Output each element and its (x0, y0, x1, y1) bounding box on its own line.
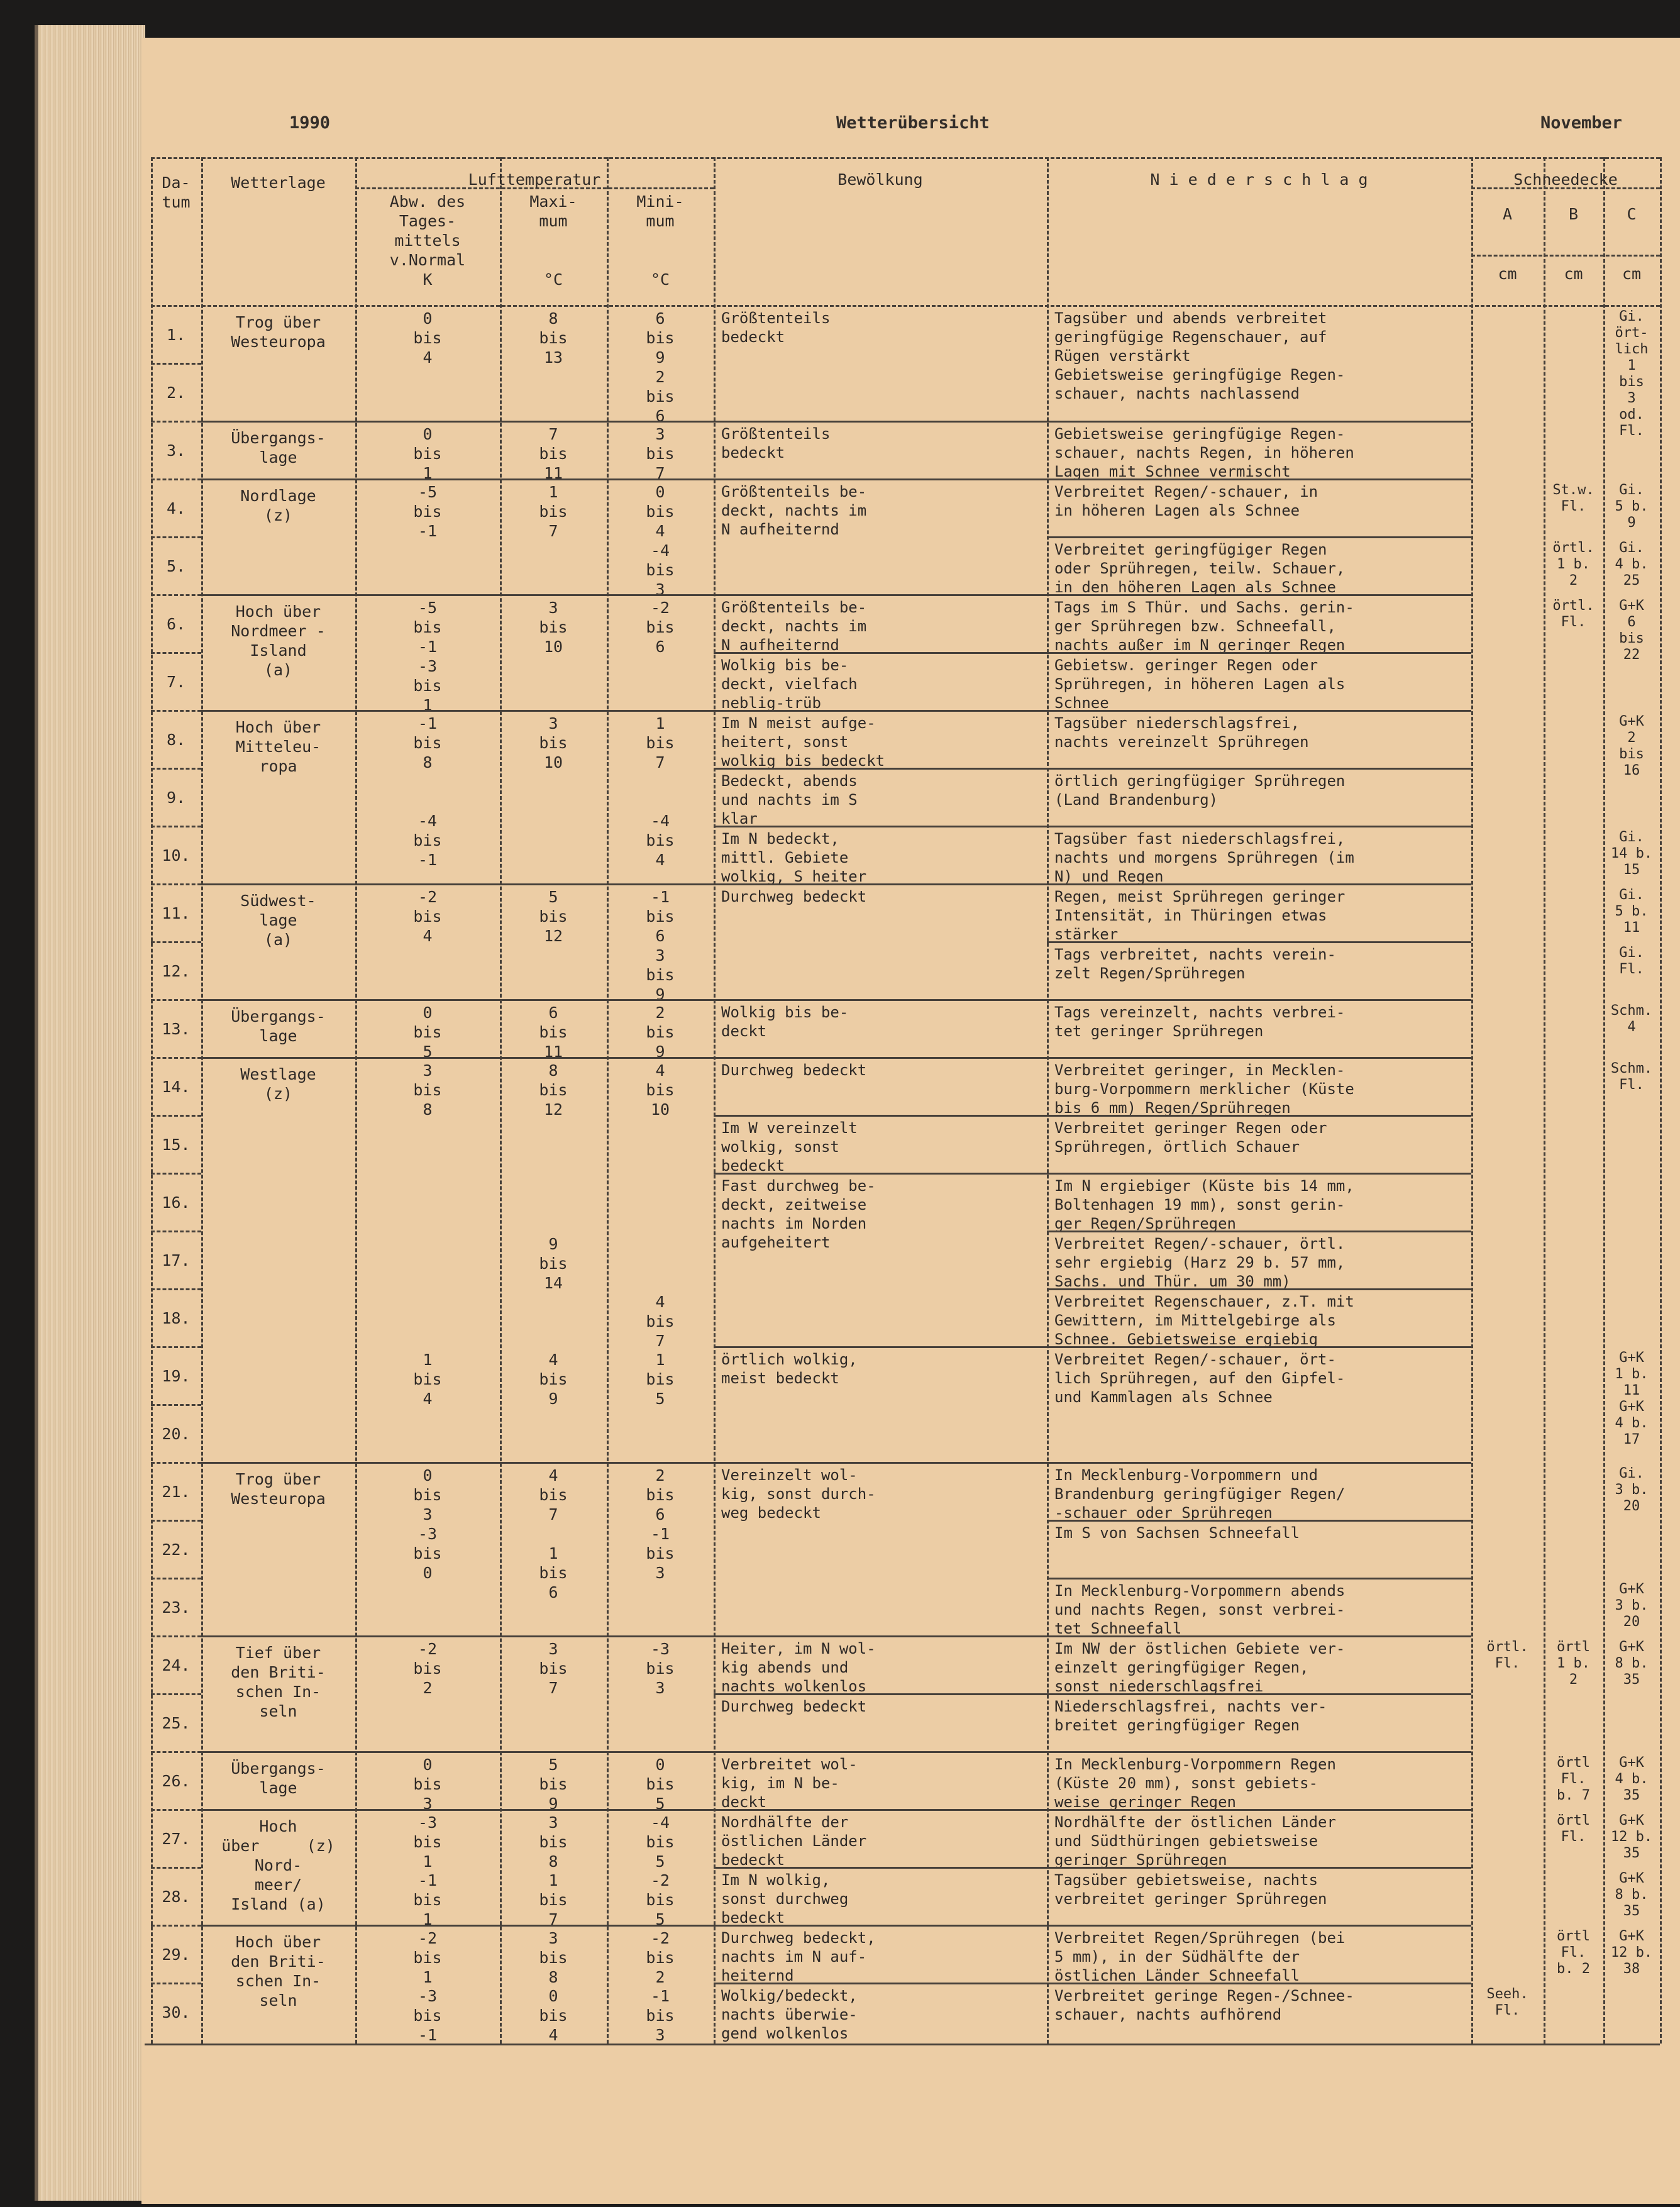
row-rule (151, 1057, 201, 1059)
row-minimum: -1 bis 6 3 bis 9 (646, 888, 675, 1004)
row-minimum: -2 bis 5 (646, 1871, 675, 1928)
row-rule (714, 1115, 1047, 1117)
row-date: 16. (162, 1193, 191, 1212)
header-snow-b-unit: cm (1564, 265, 1583, 283)
row-maximum: 0 bis 4 (539, 1987, 568, 2044)
row-snow-a: örtl. Fl. (1486, 1639, 1528, 1671)
row-minimum: 4 bis 7 (646, 1293, 675, 1350)
row-niederschlag: Tagsüber fast niederschlagsfrei, nachts und morgens Sprühregen (im N) und Regen (1054, 830, 1354, 885)
group-rule (201, 710, 714, 712)
row-maximum: 4 bis 9 (539, 1351, 568, 1408)
row-rule (151, 1404, 201, 1406)
row-abweichung: -2 bis 1 (413, 1929, 442, 1986)
header-snow-c-unit: cm (1622, 265, 1642, 283)
row-bewoelkung: Heiter, im N wol- kig abends und nachts wolkenlos (721, 1640, 876, 1695)
row-bewoelkung: Wolkig/bedeckt, nachts überwie- gend wolkenlos (721, 1987, 858, 2042)
row-rule (151, 1925, 201, 1927)
row-rule (151, 1462, 201, 1464)
row-niederschlag: Verbreitet geringer, in Mecklen- burg-Vorpommern merklicher (Küste bis 6 mm) Regen/Sprühregen (1054, 1061, 1354, 1117)
header-snow-a: A (1502, 205, 1513, 223)
row-snow-a: Seeh. Fl. (1486, 1986, 1528, 2018)
header-abweichung: Abw. des Tages- mittels v.Normal K (389, 192, 466, 289)
row-bewoelkung: Im N wolkig, sonst durchweg bedeckt (721, 1871, 849, 1927)
row-rule (714, 652, 1047, 654)
row-date: 10. (162, 846, 191, 865)
row-snow-c: G+K 1 b. 11 G+K 4 b. 17 (1615, 1350, 1649, 1447)
row-rule (1047, 1288, 1471, 1290)
row-rule (1047, 710, 1471, 712)
column-rule (151, 157, 153, 2044)
group-rule (201, 1635, 714, 1637)
row-maximum: 5 bis 12 (539, 888, 568, 945)
row-abweichung: -3 bis -1 (413, 1987, 442, 2044)
row-rule (1047, 941, 1471, 943)
group-rule (201, 421, 714, 423)
row-rule (714, 999, 1047, 1001)
row-rule (1047, 652, 1471, 654)
row-rule (151, 421, 201, 423)
row-rule (1047, 1578, 1471, 1579)
row-date: 25. (162, 1714, 191, 1732)
row-date: 26. (162, 1772, 191, 1790)
row-rule (1047, 421, 1471, 423)
group-rule (201, 478, 714, 480)
row-wetterlage: Nordlage (z) (240, 487, 316, 524)
row-niederschlag: Verbreitet geringer Regen oder Sprühregen, örtlich Schauer (1054, 1119, 1327, 1156)
row-abweichung: 0 bis 5 (413, 1004, 442, 1061)
row-minimum: -3 bis 3 (646, 1640, 675, 1697)
row-rule (1047, 1462, 1471, 1464)
row-niederschlag: Gebietsweise geringfügige Regen- schauer, nachts Regen, in höheren Lagen mit Schnee vermischt (1054, 425, 1354, 480)
row-date: 21. (162, 1483, 191, 1501)
row-bewoelkung: Durchweg bedeckt (721, 1698, 867, 1715)
row-abweichung: 1 bis 4 (413, 1351, 442, 1408)
column-rule (1471, 157, 1473, 2044)
row-wetterlage: Tief über den Briti- schen In- seln (231, 1644, 326, 1720)
row-bewoelkung: Im N bedeckt, mittl. Gebiete wolkig, S heiter (721, 830, 867, 885)
row-snow-c: G+K 8 b. 35 (1615, 1639, 1649, 1688)
row-date: 11. (162, 904, 191, 922)
row-niederschlag: Niederschlagsfrei, nachts ver- breitet geringfügiger Regen (1054, 1698, 1327, 1734)
row-rule (714, 1693, 1047, 1695)
row-snow-c: G+K 6 bis 22 (1619, 598, 1644, 663)
row-snow-c: G+K 12 b. 38 (1610, 1928, 1653, 1977)
row-rule (1047, 478, 1471, 480)
row-date: 8. (166, 731, 186, 749)
row-rule (151, 883, 201, 885)
row-rule (1047, 594, 1471, 596)
row-maximum: 3 bis 8 (539, 1813, 568, 1871)
row-niederschlag: Verbreitet Regen/-schauer, ört- lich Sprühregen, auf den Gipfel- und Kammlagen als Schnee (1054, 1351, 1346, 1406)
header-maximum: Maxi- mum °C (529, 192, 577, 289)
row-snow-b: örtl. Fl. (1552, 598, 1594, 630)
group-rule (201, 1925, 714, 1927)
row-abweichung: 3 bis 8 (413, 1061, 442, 1119)
row-niederschlag: Tags im S Thür. und Sachs. gerin- ger Sprühregen bzw. Schneefall, nachts außer im N geringer Regen (1054, 599, 1354, 654)
row-rule (1047, 1693, 1471, 1695)
row-date: 13. (162, 1020, 191, 1038)
page-year: 1990 (289, 113, 331, 133)
row-rule (151, 478, 201, 480)
row-date: 2. (166, 384, 186, 402)
row-bewoelkung: örtlich wolkig, meist bedeckt (721, 1351, 858, 1387)
row-rule (714, 768, 1047, 770)
row-bewoelkung: Größtenteils bedeckt (721, 425, 831, 462)
row-niederschlag: Im S von Sachsen Schneefall (1054, 1524, 1300, 1542)
column-rule (1047, 157, 1049, 2044)
row-abweichung: -2 bis 2 (413, 1640, 442, 1697)
header-snow-a-unit: cm (1498, 265, 1517, 283)
row-bewoelkung: Wolkig bis be- deckt, vielfach neblig-trüb (721, 656, 858, 712)
row-rule (151, 1115, 201, 1117)
row-rule (151, 1983, 201, 1984)
group-rule (201, 594, 714, 596)
row-date: 29. (162, 1945, 191, 1964)
row-niederschlag: In Mecklenburg-Vorpommern Regen (Küste 20 mm), sonst gebiets- weise geringer Regen (1054, 1756, 1336, 1811)
row-minimum: 1 bis 5 (646, 1351, 675, 1408)
row-rule (714, 1983, 1047, 1984)
row-date: 30. (162, 2003, 191, 2022)
row-rule (151, 594, 201, 596)
row-rule (1047, 999, 1471, 1001)
row-rule (151, 536, 201, 538)
row-date: 20. (162, 1425, 191, 1443)
row-bewoelkung: Größtenteils be- deckt, nachts im N aufheiternd (721, 483, 867, 538)
row-snow-b: St.w. Fl. (1552, 482, 1594, 514)
row-snow-c: Schm. Fl. (1610, 1061, 1653, 1093)
row-wetterlage: Südwest- lage (a) (240, 892, 316, 949)
row-rule (1047, 883, 1471, 885)
row-minimum: -4 bis 5 (646, 1813, 675, 1871)
row-wetterlage: Hoch über (z) Nord- meer/ Island (a) (221, 1817, 335, 1913)
row-maximum: 3 bis 7 (539, 1640, 568, 1697)
row-rule (151, 768, 201, 770)
row-rule (151, 1346, 201, 1348)
row-snow-c: G+K 2 bis 16 (1619, 714, 1644, 778)
row-date: 5. (166, 557, 186, 575)
row-minimum: -1 bis 3 (646, 1987, 675, 2044)
row-date: 1. (166, 326, 186, 344)
row-niederschlag: Verbreitet Regen/-schauer, in in höheren Lagen als Schnee (1054, 483, 1318, 519)
page-title: Wetterübersicht (836, 113, 990, 133)
row-date: 14. (162, 1078, 191, 1096)
row-rule (151, 1809, 201, 1811)
row-minimum: 2 bis 9 (646, 1004, 675, 1061)
row-rule (714, 594, 1047, 596)
row-niederschlag: Tags verbreitet, nachts verein- zelt Regen/Sprühregen (1054, 946, 1336, 982)
row-snow-c: Schm. 4 (1610, 1003, 1653, 1035)
column-rule (714, 157, 716, 2044)
row-date: 3. (166, 441, 186, 460)
row-rule (714, 1635, 1047, 1637)
row-rule (714, 1867, 1047, 1869)
row-rule (151, 1231, 201, 1232)
row-date: 17. (162, 1251, 191, 1269)
header-lufttemperatur: Lufttemperatur (468, 170, 601, 189)
row-date: 9. (166, 788, 186, 807)
row-rule (1047, 1809, 1471, 1811)
row-bewoelkung: Fast durchweg be- deckt, zeitweise nachts im Norden aufgeheitert (721, 1177, 876, 1251)
row-date: 7. (166, 673, 186, 691)
header-snow-c: C (1627, 205, 1637, 223)
row-niederschlag: Tags vereinzelt, nachts verbrei- tet geringer Sprühregen (1054, 1004, 1346, 1040)
row-rule (714, 1346, 1047, 1348)
header-bewoelkung: Bewölkung (837, 170, 923, 189)
row-rule (151, 1751, 201, 1753)
row-wetterlage: Übergangs- lage (231, 1007, 326, 1045)
row-maximum: 7 bis 11 (539, 425, 568, 482)
group-rule (201, 883, 714, 885)
row-niederschlag: Tagsüber niederschlagsfrei, nachts vereinzelt Sprühregen (1054, 714, 1309, 751)
row-niederschlag: Verbreitet geringfügiger Regen oder Sprühregen, teilw. Schauer, in den höheren Lagen als Schnee (1054, 541, 1346, 596)
row-rule (714, 1925, 1047, 1927)
row-rule (151, 1867, 201, 1869)
row-maximum: 4 bis 7 1 bis 6 (539, 1466, 568, 1601)
row-minimum: -2 bis 2 (646, 1929, 675, 1986)
row-rule (1047, 768, 1471, 770)
row-snow-c: Gi. Fl. (1619, 945, 1644, 977)
row-niederschlag: Verbreitet Regenschauer, z.T. mit Gewittern, im Mittelgebirge als Schnee. Gebietsweise ergiebig (1054, 1293, 1354, 1348)
row-maximum: 9 bis 14 (539, 1235, 568, 1292)
row-snow-b: örtl Fl. b. 7 (1557, 1755, 1590, 1803)
row-snow-b: örtl 1 b. 2 (1557, 1639, 1590, 1688)
row-minimum: -2 bis 6 (646, 599, 675, 656)
row-rule (714, 1173, 1047, 1175)
row-snow-c: G+K 3 b. 20 (1615, 1581, 1649, 1630)
row-niederschlag: Im NW der östlichen Gebiete ver- einzelt geringfügiger Regen, sonst niederschlagsfrei (1054, 1640, 1346, 1695)
row-niederschlag: Verbreitet Regen/-schauer, örtl. sehr ergiebig (Harz 29 b. 57 mm, Sachs. und Thür. um 30 mm) (1054, 1235, 1346, 1290)
row-rule (1047, 1751, 1471, 1753)
row-rule (1047, 1867, 1471, 1869)
row-rule (1047, 536, 1471, 538)
row-niederschlag: In Mecklenburg-Vorpommern und Brandenburg geringfügiger Regen/ -schauer oder Sprühregen (1054, 1466, 1346, 1522)
row-bewoelkung: Durchweg bedeckt (721, 888, 867, 905)
row-snow-b: örtl Fl. b. 2 (1557, 1928, 1590, 1977)
row-date: 12. (162, 962, 191, 980)
row-bewoelkung: Wolkig bis be- deckt (721, 1004, 849, 1040)
row-wetterlage: Trog über Westeuropa (231, 1470, 326, 1508)
row-maximum: 1 bis 7 (539, 483, 568, 540)
row-minimum: 2 bis 6 -1 bis 3 (646, 1466, 675, 1582)
page-month: November (1540, 113, 1623, 133)
row-snow-c: G+K 12 b. 35 (1610, 1813, 1653, 1861)
row-maximum: 3 bis 8 (539, 1929, 568, 1986)
row-rule (151, 1693, 201, 1695)
row-date: 15. (162, 1136, 191, 1154)
row-bewoelkung: Verbreitet wol- kig, im N be- deckt (721, 1756, 858, 1811)
row-maximum: 6 bis 11 (539, 1004, 568, 1061)
row-rule (151, 1520, 201, 1522)
header-datum: Da- tum (162, 174, 191, 211)
row-rule (151, 941, 201, 943)
row-snow-c: G+K 8 b. 35 (1615, 1871, 1649, 1919)
row-maximum: 8 bis 13 (539, 309, 568, 367)
group-rule (201, 1809, 714, 1811)
row-abweichung: 0 bis 3 (413, 1756, 442, 1813)
row-minimum: 6 bis 9 2 bis 6 (646, 309, 675, 425)
row-date: 24. (162, 1656, 191, 1674)
row-niederschlag: Tagsüber gebietsweise, nachts verbreitet geringer Sprühregen (1054, 1871, 1327, 1908)
row-bewoelkung: Größtenteils be- deckt, nachts im N aufheiternd (721, 599, 867, 654)
row-maximum: 5 bis 9 (539, 1756, 568, 1813)
group-rule (201, 1462, 714, 1464)
row-bewoelkung: Vereinzelt wol- kig, sonst durch- weg bedeckt (721, 1466, 876, 1522)
row-rule (714, 1809, 1047, 1811)
column-rule (1660, 157, 1662, 2044)
row-rule (151, 826, 201, 827)
row-bewoelkung: Im W vereinzelt wolkig, sonst bedeckt (721, 1119, 858, 1175)
row-snow-b: örtl. 1 b. 2 (1552, 540, 1594, 589)
row-rule (1047, 1635, 1471, 1637)
row-snow-c: Gi. 5 b. 9 (1615, 482, 1649, 531)
row-rule (1047, 1115, 1471, 1117)
row-niederschlag: Im N ergiebiger (Küste bis 14 mm, Boltenhagen 19 mm), sonst gerin- ger Regen/Sprühregen (1054, 1177, 1354, 1232)
row-date: 4. (166, 499, 186, 517)
row-wetterlage: Westlage (z) (240, 1065, 316, 1103)
row-niederschlag: Gebietsw. geringer Regen oder Sprühregen, in höheren Lagen als Schnee (1054, 656, 1346, 712)
row-maximum: 3 bis 10 (539, 599, 568, 656)
row-rule (151, 652, 201, 654)
row-minimum: 0 bis 4 -4 bis 3 (646, 483, 675, 599)
row-bewoelkung: Größtenteils bedeckt (721, 309, 831, 346)
row-abweichung: 0 bis 3 -3 bis 0 (413, 1466, 442, 1582)
row-minimum: 0 bis 5 (646, 1756, 675, 1813)
row-niederschlag: Verbreitet geringe Regen-/Schnee- schauer, nachts aufhörend (1054, 1987, 1354, 2023)
row-rule (151, 363, 201, 365)
row-bewoelkung: Nordhälfte der östlichen Länder bedeckt (721, 1813, 867, 1869)
row-rule (714, 1057, 1047, 1059)
weather-table (151, 157, 1660, 2044)
row-rule (151, 1635, 201, 1637)
row-date: 22. (162, 1540, 191, 1559)
header-minimum: Mini- mum °C (636, 192, 684, 289)
row-rule (1047, 1231, 1471, 1232)
row-bewoelkung: Im N meist aufge- heitert, sonst wolkig bis bedeckt (721, 714, 885, 770)
row-wetterlage: Hoch über den Briti- schen In- seln (231, 1933, 326, 2010)
row-date: 19. (162, 1367, 191, 1385)
row-rule (714, 710, 1047, 712)
row-snow-c: G+K 4 b. 35 (1615, 1755, 1649, 1803)
row-wetterlage: Hoch über Nordmeer - Island (a) (231, 602, 326, 679)
row-rule (1047, 1057, 1471, 1059)
row-wetterlage: Übergangs- lage (231, 1759, 326, 1797)
group-rule (201, 999, 714, 1001)
row-date: 6. (166, 615, 186, 633)
row-maximum: 3 bis 10 (539, 714, 568, 772)
row-snow-c: Gi. ört- lich 1 bis 3 od. Fl. (1615, 309, 1649, 439)
row-wetterlage: Übergangs- lage (231, 429, 326, 467)
row-rule (1047, 1983, 1471, 1984)
row-rule (714, 421, 1047, 423)
group-rule (201, 1057, 714, 1059)
row-date: 18. (162, 1309, 191, 1327)
header-schneedecke: Schneedecke (1513, 170, 1618, 189)
row-rule (151, 1173, 201, 1175)
header-niederschlag: N i e d e r s c h l a g (1150, 170, 1368, 189)
header-snow-b: B (1568, 205, 1579, 223)
header-rule (151, 305, 1660, 307)
header-wetterlage: Wetterlage (231, 174, 326, 192)
row-niederschlag: In Mecklenburg-Vorpommern abends und nachts Regen, sonst verbrei- tet Schneefall (1054, 1582, 1346, 1637)
row-abweichung: 0 bis 1 (413, 425, 442, 482)
row-rule (151, 1578, 201, 1579)
row-snow-b: örtl Fl. (1557, 1813, 1590, 1845)
row-date: 23. (162, 1598, 191, 1617)
group-rule (201, 1751, 714, 1753)
row-abweichung: -5 bis -1 -3 bis 1 (413, 599, 442, 714)
row-snow-c: Gi. 14 b. 15 (1610, 829, 1653, 878)
row-rule (714, 478, 1047, 480)
row-rule (714, 826, 1047, 827)
row-abweichung: -3 bis 1 (413, 1813, 442, 1871)
row-wetterlage: Trog über Westeuropa (231, 313, 326, 351)
row-bewoelkung: Durchweg bedeckt, nachts im N auf- heiternd (721, 1929, 876, 1984)
snow-unit-rule (1471, 255, 1660, 257)
row-rule (1047, 1346, 1471, 1348)
row-rule (151, 999, 201, 1001)
row-abweichung: -2 bis 4 (413, 888, 442, 945)
row-snow-c: Gi. 5 b. 11 (1615, 887, 1649, 936)
row-niederschlag: örtlich geringfügiger Sprühregen (Land Brandenburg) (1054, 772, 1346, 809)
row-rule (151, 1288, 201, 1290)
row-snow-c: Gi. 4 b. 25 (1615, 540, 1649, 589)
row-abweichung: -1 bis 1 (413, 1871, 442, 1928)
row-abweichung: 0 bis 4 (413, 309, 442, 367)
row-maximum: 8 bis 12 (539, 1061, 568, 1119)
row-niederschlag: Regen, meist Sprühregen geringer Intensität, in Thüringen etwas stärker (1054, 888, 1346, 943)
table-top-rule (151, 157, 1660, 159)
row-niederschlag: Verbreitet Regen/Sprühregen (bei 5 mm), in der Südhälfte der östlichen Länder Schneefall (1054, 1929, 1346, 1984)
row-rule (1047, 826, 1471, 827)
row-date: 28. (162, 1888, 191, 1906)
row-niederschlag: Nordhälfte der östlichen Länder und Südthüringen gebietsweise geringer Sprühregen (1054, 1813, 1336, 1869)
row-rule (714, 1751, 1047, 1753)
row-rule (151, 710, 201, 712)
row-minimum: 1 bis 7 -4 bis 4 (646, 714, 675, 869)
row-wetterlage: Hoch über Mitteleu- ropa (235, 718, 321, 775)
page-edges (35, 25, 145, 2201)
row-abweichung: -5 bis -1 (413, 483, 442, 540)
row-abweichung: -1 bis 8 -4 bis -1 (413, 714, 442, 869)
row-rule (1047, 1173, 1471, 1175)
row-bewoelkung: Bedeckt, abends und nachts im S klar (721, 772, 858, 827)
row-rule (714, 883, 1047, 885)
row-maximum: 1 bis 7 (539, 1871, 568, 1928)
row-niederschlag: Tagsüber und abends verbreitet geringfügige Regenschauer, auf Rügen verstärkt Gebietsweise geringfügige Regen- schauer, nachts nachlassend (1054, 309, 1346, 402)
row-snow-c: Gi. 3 b. 20 (1615, 1466, 1649, 1514)
row-rule (1047, 1520, 1471, 1522)
row-minimum: 4 bis 10 (646, 1061, 675, 1119)
row-minimum: 3 bis 7 (646, 425, 675, 482)
row-bewoelkung: Durchweg bedeckt (721, 1061, 867, 1079)
row-date: 27. (162, 1830, 191, 1848)
row-rule (714, 1462, 1047, 1464)
row-rule (1047, 1925, 1471, 1927)
